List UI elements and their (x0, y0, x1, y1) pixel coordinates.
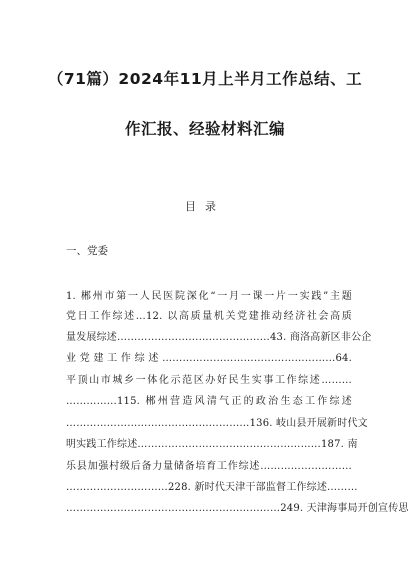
toc-line: 平顶山市城乡一体化示范区办好民生实事工作综述……… (66, 375, 352, 386)
toc-heading: 目录 (185, 200, 225, 213)
document-title-line-2: 作汇报、经验材料汇编 (124, 120, 285, 138)
toc-line: 1. 郴州市第一人民医院深化“一月一课一片一实践”主题 (66, 291, 352, 302)
toc-line: …………………………228. 新时代天津干部监督工作综述……… (66, 482, 358, 493)
document-title-line-1: （71篇）2024年11月上半月工作总结、工 (47, 70, 363, 88)
toc-line: ………………………………………………136. 岐山县开展新时代文 (66, 418, 368, 429)
toc-line: 乐县加强村级后备力量储备培育工作综述……………………… (66, 461, 352, 472)
section-heading: 一、党委 (66, 245, 108, 257)
toc-line: ……………115. 郴州营造风清气正的政治生态工作综述 (66, 396, 352, 407)
toc-line: 量发展综述………………………………………43. 商洛高新区非公企 (66, 332, 372, 343)
toc-line: ………………………………………………………249. 天津海事局开创宣传思 (66, 503, 409, 514)
toc-line: 业党建工作综述……………………………………………64. (66, 353, 352, 364)
toc-line: 明实践工作综述………………………………………………187. 南 (66, 439, 358, 450)
toc-line: 党日工作综述…12. 以高质量机关党建推动经济社会高质 (66, 311, 352, 322)
